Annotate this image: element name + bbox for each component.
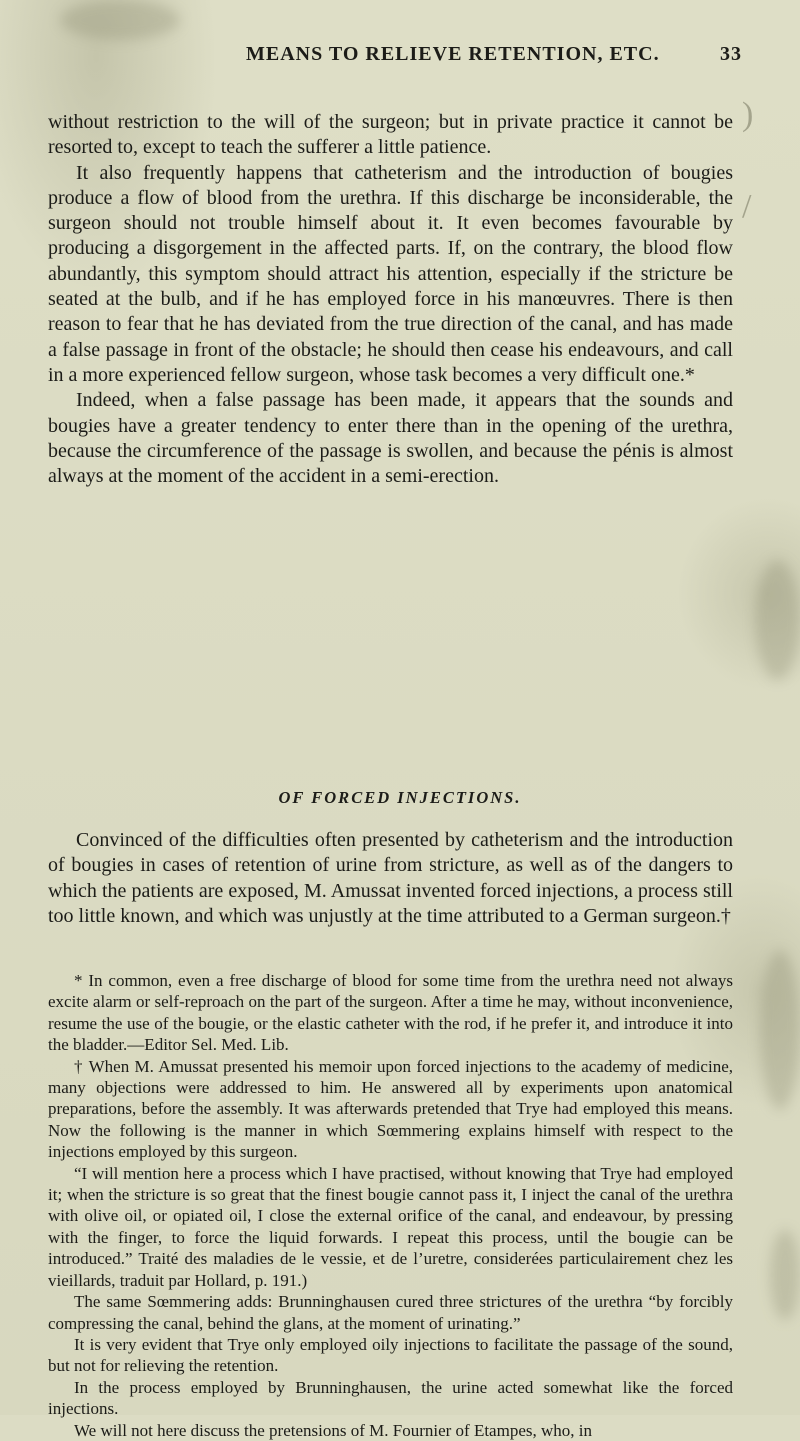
footnote: We will not here discuss the pretensions of M. Fournier of Etampes, who, in [74,1420,592,1440]
paragraph: Convinced of the difficulties often presented by catheterism and the introduction of bougies in cases of retention of urine from stricture, as well as of the dangers to which the patients are exposed, M. Amussat invented forced injections, a process still too little known, and which was unjustly at the time attributed to a German surgeon.† [48,829,733,927]
running-title: MEANS TO RELIEVE RETENTION, ETC. [246,43,660,65]
paper-stain [770,1230,800,1320]
main-text-section [48,828,733,929]
running-header [246,43,742,66]
footnote: In the process employed by Brunninghausen, the urine acted somewhat like the forced injections. [48,1377,733,1419]
main-text-top [48,110,733,489]
margin-bracket: ) [742,96,754,133]
paragraph: without restriction to the will of the surgeon; but in private practice it cannot be resorted to, except to teach the sufferer a little patience. [48,111,733,159]
footnote: † When M. Amussat presented his memoir upon forced injections to the academy of medicine, many objections were addressed to him. He answered all by experiments upon anatomical preparations, before the assembly. It was afterwards pretended that Trye had employed this means. Now the following is the manner in which Sœmmering explains himself with respect to the injections employed by this surgeon. [48,1056,733,1162]
footnote: * In common, even a free discharge of blood for some time from the urethra need not always excite alarm or self-reproach on the part of the surgeon. After a time he may, without inconvenience, resume the use of the bougie, or the elastic catheter with the rod, if he prefer it, and introduce it into the bladder.—Editor Sel. Med. Lib. [48,971,733,1055]
paper-stain [60,0,180,40]
footnote-quote: “I will mention here a process which I have practised, without knowing that Trye had employed it; when the stricture is so great that the finest bougie cannot pass it, I inject the canal of the urethra with olive oil, or opiated oil, I close the external orifice of the canal, and endeavour, by pressing with the finger, to force the liquid forwards. I repeat this process, until the bougie can be introduced.” Traité des maladies de le vessie, et de l’uretre, considerées particulairement chez les vieillards, traduit par Hollard, p. 191.) [48,1163,733,1290]
section-title: OF FORCED INJECTIONS. [278,788,522,807]
paragraph: Indeed, when a false passage has been made, it appears that the sounds and bougies have a greater tendency to enter there than in the opening of the urethra, because the circumference of the passage is swollen, and because the pénis is almost always at the moment of the accident in a semi-erection. [48,389,733,488]
paper-stain [755,560,800,680]
paragraph: It also frequently happens that catheterism and the introduction of bougies produce a flow of blood from the urethra. If this discharge be inconsiderable, the surgeon should not trouble himself about it. It even becomes favourable by producing a disgorgement in the affected parts. If, on the contrary, the blood flow abundantly, this symptom should attract his attention, especially if the stricture be seated at the bulb, and if he has employed force in his manœuvres. There is then reason to fear that he has deviated from the true direction of the canal, and has made a false passage in front of the obstacle; he should then cease his endeavours, and call in a more experienced fellow surgeon, whose task becomes a very difficult one.* [48,161,733,386]
page-number: 33 [720,43,742,65]
footnotes [48,970,733,1441]
paper-stain [760,950,800,1110]
footnote: It is very evident that Trye only employed oily injections to facilitate the passage of the sound, but not for relieving the retention. [48,1334,733,1376]
margin-bracket: / [742,188,752,225]
footnote: The same Sœmmering adds: Brunninghausen cured three strictures of the urethra “by forcibly compressing the canal, behind the glans, at the moment of urinating.” [48,1292,733,1333]
